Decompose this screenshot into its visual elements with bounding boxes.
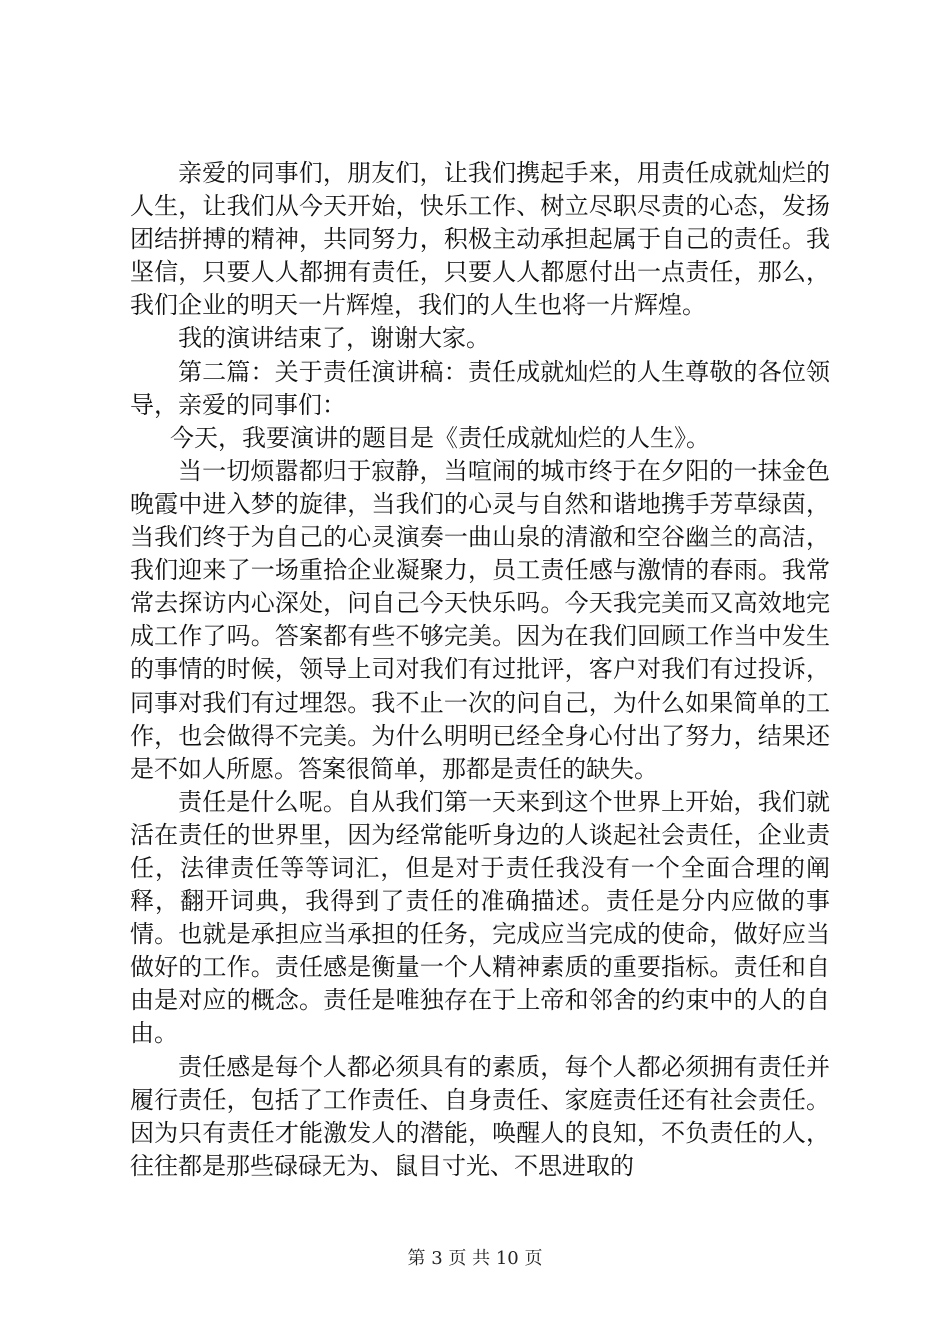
- page-number-footer: 第 3 页 共 10 页: [407, 1248, 543, 1269]
- paragraph-second-title: 第二篇：关于责任演讲稿：责任成就灿烂的人生尊敬的各位领导，亲爱的同事们：: [130, 357, 830, 419]
- paragraph-topic: 今天，我要演讲的题目是《责任成就灿烂的人生》。: [170, 423, 710, 452]
- paragraph-definition: 责任是什么呢。自从我们第一天来到这个世界上开始，我们就活在责任的世界里，因为经常能听身边的人谈起社会责任，企业责任，法律责任等等词汇，但是对于责任我没有一个全面合理的阐释，翻开词典，我得到了责任的准确描述。责任是分内应做的事情。也就是承担应当承担的任务，完成应当完成的使命，做好应当做好的工作。责任感是衡量一个人精神素质的重要指标。责任和自由是对应的概念。责任是唯独存在于上帝和邻舍的约束中的人的自由。: [130, 787, 830, 1048]
- paragraph-speech-end: 我的演讲结束了，谢谢大家。: [178, 324, 490, 353]
- paragraph-reflection: 当一切烦嚣都归于寂静，当喧闹的城市终于在夕阳的一抹金色晚霞中进入梦的旋律，当我们的心灵与自然和谐地携手芳草绿茵，当我们终于为自己的心灵演奏一曲山泉的清澈和空谷幽兰的高洁，我们迎来了一场重拾企业凝聚力，员工责任感与激情的春雨。我常常去探访内心深处，问自己今天快乐吗。今天我完美而又高效地完成工作了吗。答案都有些不够完美。因为在我们回顾工作当中发生的事情的时候，领导上司对我们有过批评，客户对我们有过投诉，同事对我们有过埋怨。我不止一次的问自己，为什么如果简单的工作，也会做得不完美。为什么明明已经全身心付出了努力，结果还是不如人所愿。答案很简单，那都是责任的缺失。: [130, 456, 830, 783]
- document-body: [130, 157, 830, 1183]
- paragraph-quality: 责任感是每个人都必须具有的素质，每个人都必须拥有责任并履行责任，包括了工作责任、自身责任、家庭责任还有社会责任。因为只有责任才能激发人的潜能，唤醒人的良知，不负责任的人，往往都是那些碌碌无为、鼠目寸光、不思进取的: [130, 1052, 830, 1180]
- paragraph-closing-appeal: 亲爱的同事们，朋友们，让我们携起手来，用责任成就灿烂的人生，让我们从今天开始，快乐工作、树立尽职尽责的心态，发扬团结拼搏的精神，共同努力，积极主动承担起属于自己的责任。我坚信，只要人人都拥有责任，只要人人都愿付出一点责任，那么，我们企业的明天一片辉煌，我们的人生也将一片辉煌。: [130, 159, 830, 320]
